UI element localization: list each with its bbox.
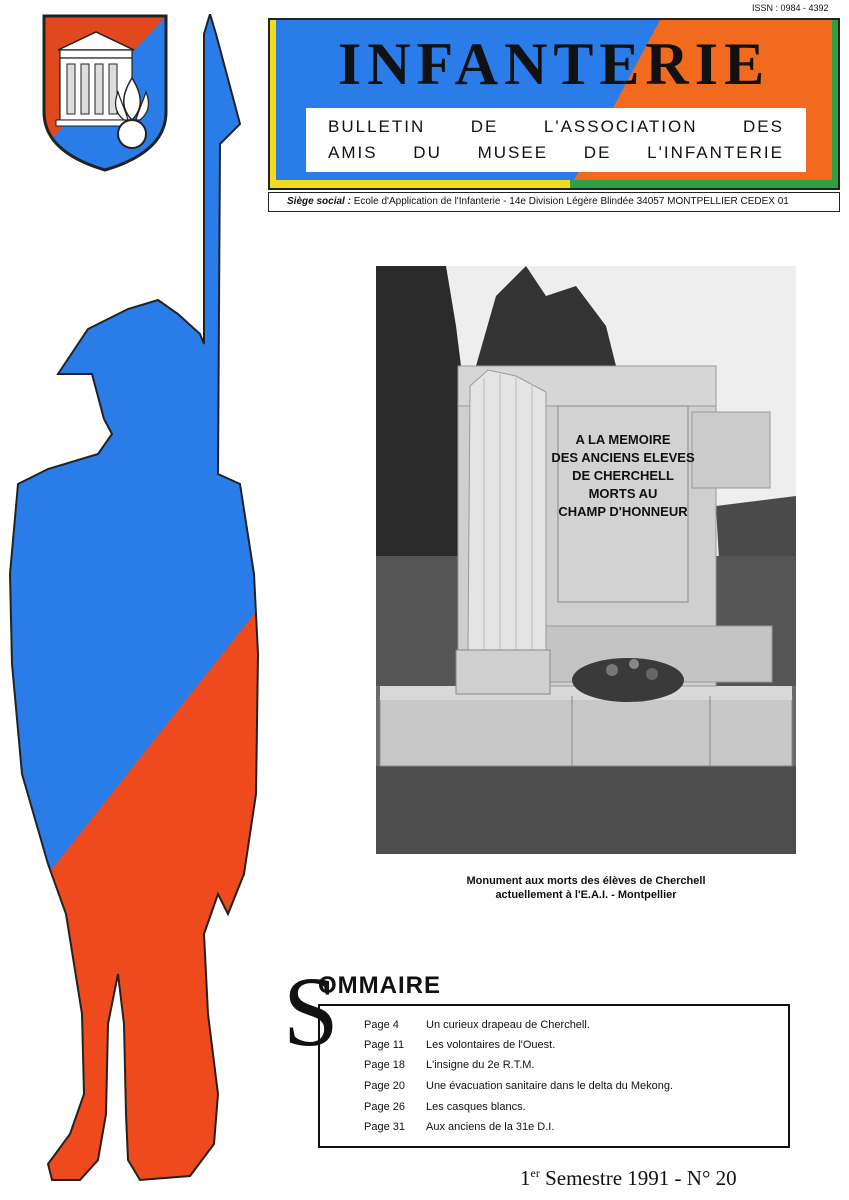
inscription-line: DE CHERCHELL bbox=[572, 468, 674, 483]
toc-item[interactable] bbox=[364, 1019, 590, 1031]
caption-line-1: Monument aux morts des élèves de Cherchell bbox=[466, 875, 706, 887]
sommaire-heading: OMMAIRE bbox=[318, 972, 441, 999]
inscription-line: CHAMP D'HONNEUR bbox=[558, 504, 688, 519]
issn-number: ISSN : 0984 - 4392 bbox=[752, 3, 829, 13]
subtitle-word: AMIS bbox=[328, 143, 378, 162]
subtitle-word: DU bbox=[413, 143, 442, 162]
inscription-line: DES ANCIENS ELEVES bbox=[551, 450, 695, 465]
toc-page-number: Page 26 bbox=[364, 1101, 405, 1113]
toc-item[interactable] bbox=[364, 1039, 555, 1051]
subtitle-word: DE bbox=[583, 143, 612, 162]
photo-caption bbox=[376, 874, 796, 902]
issue-superscript: er bbox=[530, 1166, 540, 1180]
table-of-contents bbox=[318, 1004, 790, 1148]
soldier-silhouette-illustration bbox=[8, 14, 270, 1194]
subtitle-word: L'ASSOCIATION bbox=[543, 117, 698, 136]
issue-text: Semestre 1991 - N° 20 bbox=[539, 1166, 737, 1190]
issue-prefix: 1 bbox=[520, 1166, 531, 1190]
inscription-line: MORTS AU bbox=[588, 486, 658, 501]
subtitle-word: DE bbox=[470, 117, 499, 136]
subtitle-box bbox=[306, 108, 806, 172]
toc-item[interactable] bbox=[364, 1059, 535, 1071]
address-text: Ecole d'Application de l'Infanterie - 14e Division Légère Blindée 34057 MONTPELLIER CEDEX 01 bbox=[350, 196, 789, 207]
toc-page-number: Page 18 bbox=[364, 1059, 405, 1071]
toc-title: Les casques blancs. bbox=[426, 1101, 526, 1113]
subtitle-word: DES bbox=[743, 117, 784, 136]
subtitle-line-1 bbox=[306, 117, 806, 137]
subtitle-word: L'INFANTERIE bbox=[647, 143, 784, 162]
toc-page-number: Page 11 bbox=[364, 1039, 405, 1051]
publication-title: INFANTERIE bbox=[337, 31, 771, 97]
caption-line-2: actuellement à l'E.A.I. - Montpellier bbox=[495, 889, 677, 901]
headquarters-address bbox=[268, 192, 840, 212]
sommaire-initial: S bbox=[283, 956, 339, 1067]
issue-info bbox=[520, 1166, 737, 1191]
inscription-line: A LA MEMOIRE bbox=[575, 432, 671, 447]
toc-item[interactable] bbox=[364, 1080, 673, 1092]
monument-photograph bbox=[376, 266, 796, 854]
toc-item[interactable] bbox=[364, 1101, 526, 1113]
header-banner bbox=[268, 18, 840, 190]
subtitle-word: BULLETIN bbox=[328, 117, 426, 136]
toc-title: Une évacuation sanitaire dans le delta du Mekong. bbox=[426, 1080, 674, 1092]
toc-item[interactable] bbox=[364, 1121, 554, 1133]
toc-title: Les volontaires de l'Ouest. bbox=[426, 1039, 556, 1051]
subtitle-word: MUSEE bbox=[477, 143, 549, 162]
toc-title: L'insigne du 2e R.T.M. bbox=[426, 1059, 535, 1071]
address-label: Siège social : bbox=[287, 196, 351, 207]
subtitle-line-2 bbox=[306, 143, 806, 163]
toc-page-number: Page 4 bbox=[364, 1019, 399, 1031]
toc-title: Aux anciens de la 31e D.I. bbox=[426, 1121, 555, 1133]
toc-title: Un curieux drapeau de Cherchell. bbox=[426, 1019, 590, 1031]
toc-page-number: Page 20 bbox=[364, 1080, 405, 1092]
toc-page-number: Page 31 bbox=[364, 1121, 405, 1133]
